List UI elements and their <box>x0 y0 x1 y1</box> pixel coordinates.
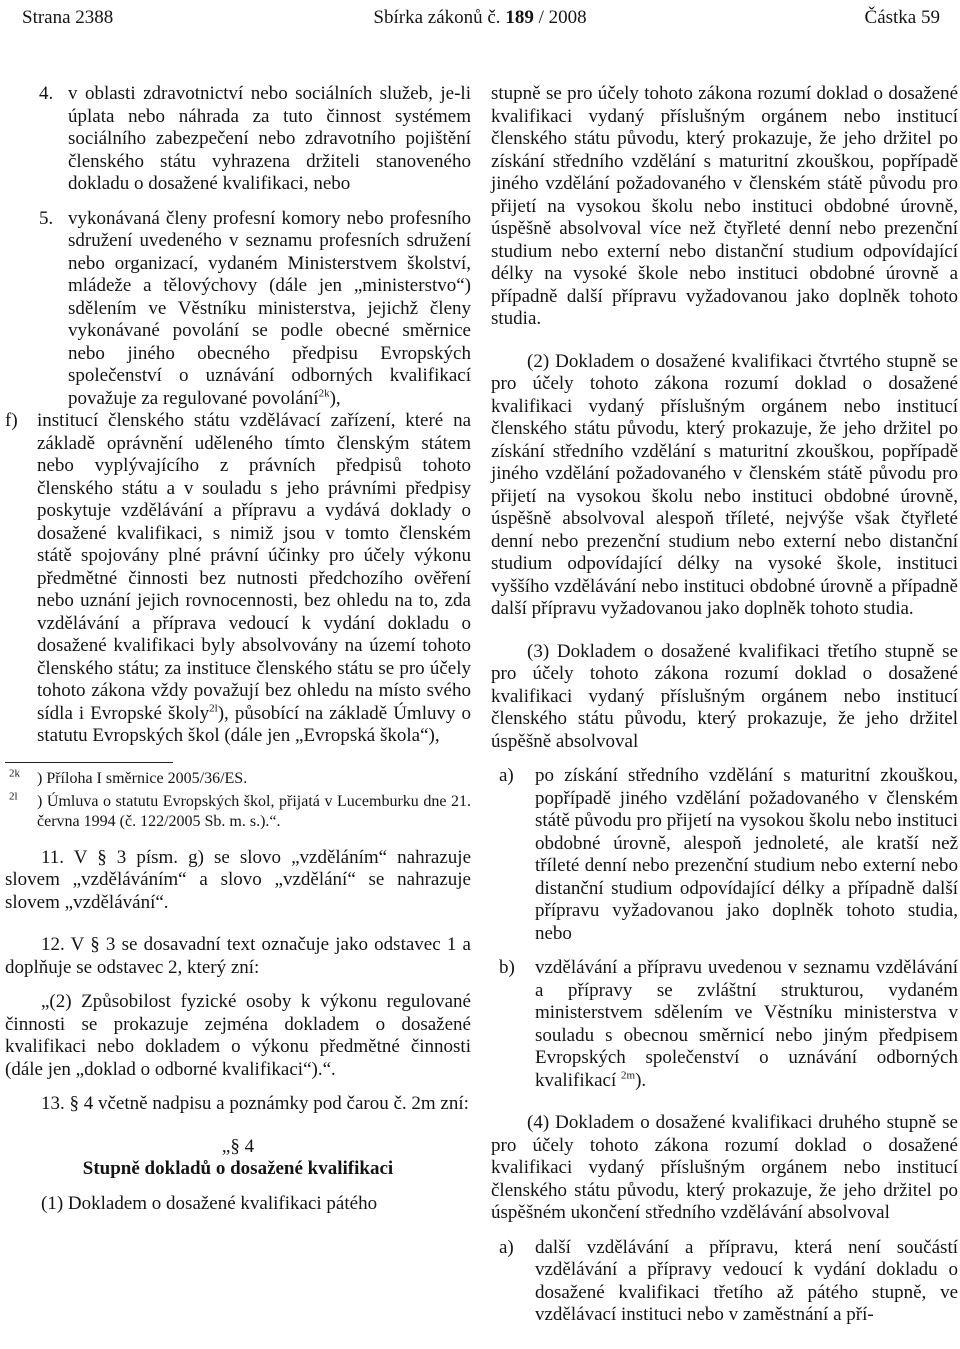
paragraph-3-item-b <box>491 957 958 1092</box>
paragraph-3: (3) Dokladem o dosažené kvalifikaci třetího stupně se pro účely tohoto zákona rozumí doklad o dosažené kvalifikaci vydaný příslušným orgánem nebo institucí členského státu původu, který prokazuje, že jeho držitel úspěšně absolvoval <box>491 640 958 752</box>
part-number: Částka 59 <box>864 7 940 28</box>
paragraph-2: (2) Dokladem o dosažené kvalifikaci čtvrtého stupně se pro účely tohoto zákona rozumí doklad o dosažené kvalifikaci vydaný příslušným orgánem nebo institucí členského státu původu, který prokazuje, že jeho držitel po získání středního vzdělání s maturitní zkouškou, popřípadě jiného vzdělání požadovaného v členském státě původu pro přijetí na vysokou školu nebo instituci obdobné úrovně, úspěšně absolvoval alespoň tříleté, nejvýše však čtyřleté denní nebo prezenční studium nebo externí nebo distanční studium odpovídající délky na vysoké škole, instituci vyššího vzdělávání nebo instituci obdobné úrovně a případně další přípravu vyžadovanou jako doplněk tohoto studia. <box>491 350 958 619</box>
item-text: vykonávaná členy profesní komory nebo profesního sdružení uvedeného v seznamu profesních sdružení nebo organizací, vydaném Ministerstvem školství, mládeže a tělovýchovy (dále jen „ministerstvo“) sdělením ve Věstníku ministerstva, jejichž členy vykonávané povolání se podle obecné směrnice nebo jiného obecného předpisu Evropských společenství o uznávání odborných kvalifikací považuje za regulované povolání$^{2k}$), <box>68 207 471 409</box>
item-text: v oblasti zdravotnictví nebo sociálních služeb, je-li úplata nebo náhrada za tuto činnost systémem sociálního zabezpečení nebo zdravotního pojištění členského státu vyhrazena držiteli stanoveného dokladu o dosažené kvalifikaci, nebo <box>68 83 471 194</box>
footnote-ref: 2k <box>318 387 330 400</box>
year: / 2008 <box>538 7 587 28</box>
footnote-ref: 2m <box>621 1069 636 1082</box>
amendment-11: 11. V § 3 písm. g) se slovo „vzděláním“ nahrazuje slovem „vzděláváním“ a slovo „vzdělání“ se nahrazuje slovem „vzdělávání“. <box>5 846 471 913</box>
amendment-13: 13. § 4 včetně nadpisu a poznámky pod čarou č. 2m zní: <box>41 1093 469 1114</box>
list-item-f <box>5 410 471 748</box>
footnote-divider <box>5 762 173 763</box>
item-text: další vzdělávání a přípravu, která není součástí vzdělávání a přípravy vedoucí k vydání dokladu o dosažené kvalifikaci třetího až pátého stupně, ve vzdělávací instituci nebo v zaměstnání a pří- <box>535 1236 958 1325</box>
page-header <box>0 0 960 36</box>
item-text: vzdělávání a přípravu uvedenou v seznamu vzdělávání a přípravy se zvláštní strukturou, vydaném ministerstvem sdělením ve Věstníku ministerstva v souladu s obecnou směrnicí nebo jiným předpisem Evropských společenství o uznávání odborných kvalifikací $^{2m}$). <box>535 957 958 1091</box>
footnote-2l: $^{2l}$ ) Úmluva o statutu Evropských škol, přijatá v Lucemburku dne 21. června 1994 (č. 122/2005 Sb. m. s.).“. <box>9 790 471 830</box>
paragraph-4-item-a <box>491 1237 958 1327</box>
list-item-4 <box>5 83 471 196</box>
footnote-2k: $^{2k}$ ) Příloha I směrnice 2005/36/ES. <box>9 767 248 787</box>
item-text: institucí členského státu vzdělávací zařízení, které na základě oprávnění uděleného tímto členským státem nebo vyplývajícího z právních předpisů tohoto členského státu a v souladu s jeho právními předpisy poskytuje vzdělávání a přípravu a vydává doklady o dosažené kvalifikaci, s nimiž jsou v tomto členském státě spojovány plné právní účinky pro účely výkonu předmětné činnosti bez nutnosti předchozího ověření nebo uznání jejich rovnocennosti, bez ohledu na to, zda vzdělávání a příprava vedoucí k vydání dokladu o dosažené kvalifikaci byly absolvovány na území tohoto členského státu; za instituce členského státu se pro účely tohoto zákona vždy považují bez ohledu na místo svého sídla i Evropské školy$^{2l}$), působící na základě Úmluvy o statutu Evropských škol (dále jen „Evropská škola“), <box>37 410 471 746</box>
paragraph-4: (4) Dokladem o dosažené kvalifikaci druhého stupně se pro účely tohoto zákona rozumí doklad o dosažené kvalifikaci vydaný příslušným orgánem nebo institucí členského státu původu, který prokazuje, že jeho držitel po úspěšném ukončení středního vzdělávání absolvoval <box>491 1112 958 1223</box>
paragraph-3-item-a <box>491 765 958 945</box>
law-number: 189 <box>505 7 534 28</box>
item-text: po získání středního vzdělání s maturitní zkouškou, popřípadě jiného vzdělání požadovaného v členském státě původu pro přijetí na vysokou školu nebo instituci obdobné úrovně, alespoň jednoleté, ale kratší než tříleté denní nebo prezenční studium nebo externí nebo distanční studium odpovídající délky a případně další přípravu vyžadovanou jako doplněk tohoto studia, nebo <box>535 765 958 944</box>
right-column <box>491 83 958 1327</box>
section-heading: „§ 4 <box>221 1135 255 1157</box>
section-title: Stupně dokladů o dosažené kvalifikaci <box>82 1158 394 1179</box>
item-number: 4. <box>39 83 54 104</box>
collection-title <box>0 0 960 36</box>
item-number: 5. <box>39 207 54 229</box>
footnote-ref: 2l <box>209 702 218 715</box>
page-number: Strana 2388 <box>22 7 114 28</box>
paragraph-1-continued: stupně se pro účely tohoto zákona rozumí doklad o dosažené kvalifikaci vydaný příslušným orgánem nebo institucí členského státu původu, který prokazuje, že jeho držitel po získání středního vzdělání s maturitní zkouškou, popřípadě jiného vzdělání požadovaného v členském státě původu pro přijetí na vysokou školu nebo instituci obdobné úrovně, úspěšně absolvoval více než čtyřleté denní nebo prezenční studium nebo externí nebo distanční studium odpovídající délky na vysoké škole nebo instituci obdobné úrovně a případně další přípravu vyžadovanou jako doplněk tohoto studia. <box>491 83 958 329</box>
section-paragraph-1: (1) Dokladem o dosažené kvalifikaci pátého <box>41 1192 378 1214</box>
item-label: b) <box>499 957 515 978</box>
amendment-12-quote: „(2) Způsobilost fyzické osoby k výkonu regulované činnosti se prokazuje zejména dokladem o dosažené kvalifikaci nebo dokladem o výkonu předmětné činnosti (dále jen „doklad o odborné kvalifikaci“).“. <box>5 991 471 1080</box>
amendment-12: 12. V § 3 se dosavadní text označuje jako odstavec 1 a doplňuje se odstavec 2, který zní: <box>5 934 471 978</box>
collection-prefix: Sbírka zákonů č. <box>373 7 501 28</box>
item-label: a) <box>499 765 514 786</box>
list-item-5 <box>5 208 471 411</box>
left-column <box>5 83 471 1215</box>
item-label: a) <box>499 1236 514 1258</box>
item-label: f) <box>5 410 18 431</box>
